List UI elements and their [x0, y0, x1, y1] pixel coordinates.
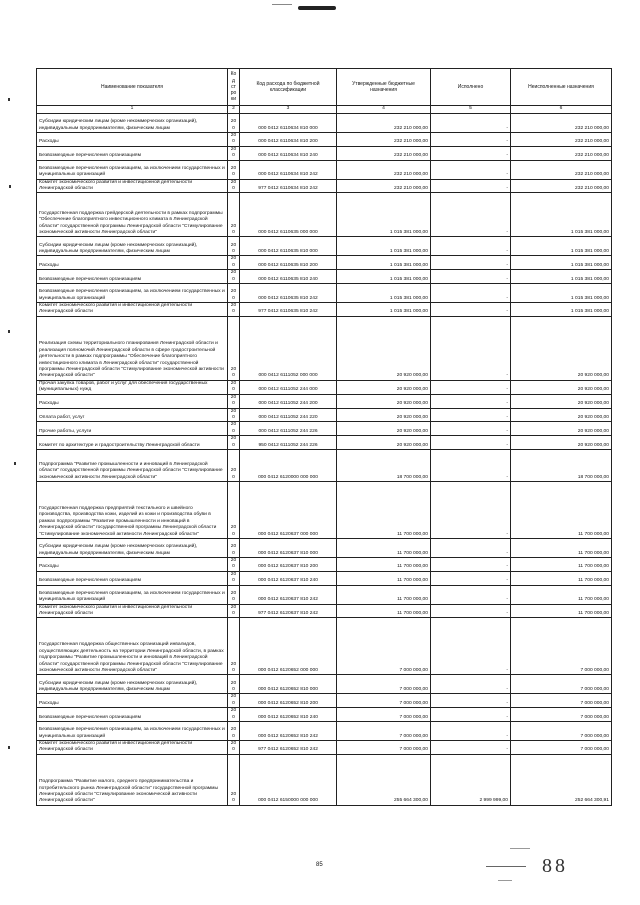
- row-budget-code: 000 0412 6111052 244 200: [240, 394, 337, 408]
- row-unexecuted-amount: 20 920 000,00: [511, 436, 612, 450]
- table-row: [37, 179, 612, 193]
- row-unexecuted-amount: 20 920 000,00: [511, 394, 612, 408]
- row-line-code: 200: [228, 618, 240, 675]
- table-row: [37, 284, 612, 303]
- row-budget-code: 000 0412 6110634 810 200: [240, 133, 337, 147]
- table-row: [37, 422, 612, 436]
- row-budget-code: 000 0412 6120652 000 000: [240, 618, 337, 675]
- table-row: [37, 604, 612, 618]
- row-line-code: 200: [228, 585, 240, 604]
- table-row: [37, 160, 612, 179]
- row-executed-amount: -: [431, 694, 511, 708]
- row-approved-amount: 1 015 381 000,00: [337, 303, 431, 317]
- row-budget-code: 000 0412 6120000 000 000: [240, 449, 337, 481]
- row-budget-code: 000 0412 6110634 810 240: [240, 146, 337, 160]
- row-executed-amount: 2 999 999,00: [431, 754, 511, 805]
- row-budget-code: 000 0412 6110635 810 200: [240, 256, 337, 270]
- row-indicator-name: Подпрограмма "Развитие малого, среднего предпринимательства и потребительского рынка Ленинградской области" государственной программы Ленинградской области "Стимулирование экономической активности Ленинградской области": [37, 754, 228, 805]
- table-row: [37, 303, 612, 317]
- row-indicator-name: Безвозмездные перечисления организациям: [37, 571, 228, 585]
- table-row: [37, 146, 612, 160]
- row-budget-code: 000 0412 6120637 810 242: [240, 585, 337, 604]
- row-indicator-name: Безвозмездные перечисления организациям: [37, 146, 228, 160]
- row-indicator-name: Безвозмездные перечисления организациям, за исключением государственных и муниципальных организаций: [37, 722, 228, 741]
- row-indicator-name: Безвозмездные перечисления организациям: [37, 708, 228, 722]
- row-approved-amount: 7 000 000,00: [337, 618, 431, 675]
- row-approved-amount: 20 920 000,00: [337, 408, 431, 422]
- row-executed-amount: -: [431, 316, 511, 380]
- row-line-code: 200: [228, 408, 240, 422]
- row-line-code: 200: [228, 284, 240, 303]
- row-executed-amount: -: [431, 284, 511, 303]
- row-unexecuted-amount: 18 700 000,00: [511, 449, 612, 481]
- row-line-code: 200: [228, 754, 240, 805]
- table-row: [37, 585, 612, 604]
- header-unexecuted: Неисполненные назначения: [511, 69, 612, 106]
- row-budget-code: 000 0412 6150000 000 000: [240, 754, 337, 805]
- sheet-stamp-number: 88: [542, 855, 568, 877]
- row-unexecuted-amount: 11 700 000,00: [511, 604, 612, 618]
- row-unexecuted-amount: 11 700 000,00: [511, 538, 612, 557]
- row-budget-code: 000 0412 6110635 000 000: [240, 193, 337, 237]
- row-indicator-name: Расходы: [37, 694, 228, 708]
- row-executed-amount: -: [431, 585, 511, 604]
- row-unexecuted-amount: 252 664 300,91: [511, 754, 612, 805]
- row-executed-amount: -: [431, 237, 511, 256]
- row-line-code: 200: [228, 538, 240, 557]
- row-unexecuted-amount: 7 000 000,00: [511, 708, 612, 722]
- row-indicator-name: Реализация схемы территориального планирования Ленинградской области и реализация полномочий Ленинградской области в сфере градостроительной деятельности в рамках подпрограммы "Обеспечение благоприятного инвестиционного климата в Ленинградской области" государственной программы Ленинградской области "Стимулирование экономической активности Ленинградской области": [37, 316, 228, 380]
- row-line-code: 200: [228, 708, 240, 722]
- row-line-code: 200: [228, 557, 240, 571]
- row-line-code: 200: [228, 179, 240, 193]
- row-executed-amount: -: [431, 741, 511, 755]
- page-number: 85: [316, 862, 323, 868]
- row-indicator-name: Субсидии юридическим лицам (кроме некоммерческих организаций), индивидуальным предпринимателям, физическим лицам: [37, 675, 228, 694]
- scan-dot: [14, 462, 16, 465]
- column-number-row: [37, 106, 612, 114]
- row-executed-amount: -: [431, 380, 511, 394]
- row-approved-amount: 20 920 000,00: [337, 436, 431, 450]
- row-indicator-name: Государственная поддержка общественных организаций инвалидов, осуществляющих деятельность на территории Ленинградской области, в рамках подпрограммы "Развитие промышленности и инноваций в Ленинградской области" государственной программы Ленинградской области "Стимулирование экономической активности Ленинградской области": [37, 618, 228, 675]
- row-unexecuted-amount: 1 015 381 000,00: [511, 193, 612, 237]
- scan-dot: [8, 98, 10, 101]
- row-approved-amount: 11 700 000,00: [337, 585, 431, 604]
- budget-execution-table: [36, 68, 612, 806]
- row-indicator-name: Прочая закупка товаров, работ и услуг для обеспечения государственных (муниципальных) нужд: [37, 380, 228, 394]
- table-row: [37, 394, 612, 408]
- table-row: [37, 408, 612, 422]
- row-budget-code: 000 0412 6111052 244 226: [240, 422, 337, 436]
- row-budget-code: 000 0412 6120637 810 000: [240, 538, 337, 557]
- row-approved-amount: 7 000 000,00: [337, 741, 431, 755]
- row-unexecuted-amount: 232 210 000,00: [511, 133, 612, 147]
- row-budget-code: 000 0412 6110634 810 242: [240, 160, 337, 179]
- table-row: [37, 114, 612, 133]
- row-approved-amount: 11 700 000,00: [337, 571, 431, 585]
- table-row: [37, 708, 612, 722]
- row-indicator-name: Безвозмездные перечисления организациям, за исключением государственных и муниципальных организаций: [37, 585, 228, 604]
- row-approved-amount: 7 000 000,00: [337, 694, 431, 708]
- row-executed-amount: -: [431, 481, 511, 538]
- row-executed-amount: -: [431, 408, 511, 422]
- table-row: [37, 316, 612, 380]
- row-approved-amount: 11 700 000,00: [337, 604, 431, 618]
- row-executed-amount: -: [431, 160, 511, 179]
- row-budget-code: 977 0412 6110635 810 242: [240, 303, 337, 317]
- row-executed-amount: -: [431, 394, 511, 408]
- header-approved: Утвержденные бюджетные назначения: [337, 69, 431, 106]
- column-number: 2: [228, 106, 240, 114]
- row-unexecuted-amount: 20 920 000,00: [511, 422, 612, 436]
- row-line-code: 200: [228, 694, 240, 708]
- row-budget-code: 000 0412 6120652 810 240: [240, 708, 337, 722]
- row-budget-code: 000 0412 6120637 810 200: [240, 557, 337, 571]
- scan-mark-dash: [272, 4, 292, 5]
- row-executed-amount: -: [431, 270, 511, 284]
- row-unexecuted-amount: 11 700 000,00: [511, 585, 612, 604]
- row-indicator-name: Комитет по архитектуре и градостроительству Ленинградской области: [37, 436, 228, 450]
- row-unexecuted-amount: 232 210 000,00: [511, 179, 612, 193]
- stamp-mark: [486, 866, 526, 867]
- row-budget-code: 000 0412 6120652 810 000: [240, 675, 337, 694]
- header-executed: Исполнено: [431, 69, 511, 106]
- row-executed-amount: -: [431, 722, 511, 741]
- row-approved-amount: 1 015 381 000,00: [337, 193, 431, 237]
- row-executed-amount: -: [431, 422, 511, 436]
- row-indicator-name: Государственная поддержка предприятий текстильного и швейного производства, производства кожи, изделий из кожи и производства обуви в рамках подпрограммы "Развитие промышленности и инноваций в Ленинградской области" государственной программы Ленинградской области "Стимулирование экономической активности Ленинградской области": [37, 481, 228, 538]
- row-unexecuted-amount: 7 000 000,00: [511, 675, 612, 694]
- row-line-code: 200: [228, 270, 240, 284]
- table-row: [37, 481, 612, 538]
- row-line-code: 200: [228, 114, 240, 133]
- row-executed-amount: -: [431, 256, 511, 270]
- row-indicator-name: Субсидии юридическим лицам (кроме некоммерческих организаций), индивидуальным предпринимателям, физическим лицам: [37, 114, 228, 133]
- row-executed-amount: -: [431, 538, 511, 557]
- row-indicator-name: Подпрограмма "Развитие промышленности и инноваций в Ленинградской области" государственной программы Ленинградской области "Стимулирование экономической активности Ленинградской области": [37, 449, 228, 481]
- row-indicator-name: Прочие работы, услуги: [37, 422, 228, 436]
- header-indicator-name: Наименование показателя: [37, 69, 228, 106]
- table-row: [37, 571, 612, 585]
- row-unexecuted-amount: 1 015 381 000,00: [511, 237, 612, 256]
- scan-dot: [8, 746, 10, 749]
- row-executed-amount: -: [431, 179, 511, 193]
- row-indicator-name: Субсидии юридическим лицам (кроме некоммерческих организаций), индивидуальным предпринимателям, физическим лицам: [37, 538, 228, 557]
- table-row: [37, 256, 612, 270]
- row-unexecuted-amount: 232 210 000,00: [511, 160, 612, 179]
- row-budget-code: 000 0412 6110635 810 240: [240, 270, 337, 284]
- row-indicator-name: Комитет экономического развития и инвестиционной деятельности Ленинградской области: [37, 604, 228, 618]
- row-line-code: 200: [228, 133, 240, 147]
- row-approved-amount: 232 210 000,00: [337, 133, 431, 147]
- row-unexecuted-amount: 11 700 000,00: [511, 571, 612, 585]
- row-executed-amount: -: [431, 618, 511, 675]
- row-line-code: 200: [228, 449, 240, 481]
- row-unexecuted-amount: 7 000 000,00: [511, 722, 612, 741]
- column-number: 3: [240, 106, 337, 114]
- row-indicator-name: Безвозмездные перечисления организациям, за исключением государственных и муниципальных организаций: [37, 160, 228, 179]
- row-line-code: 200: [228, 394, 240, 408]
- row-unexecuted-amount: 20 920 000,00: [511, 316, 612, 380]
- row-executed-amount: -: [431, 708, 511, 722]
- row-approved-amount: 1 015 381 000,00: [337, 237, 431, 256]
- row-line-code: 200: [228, 316, 240, 380]
- table-row: [37, 270, 612, 284]
- column-number: 5: [431, 106, 511, 114]
- stamp-mark: [510, 848, 530, 849]
- table-row: [37, 380, 612, 394]
- row-indicator-name: Субсидии юридическим лицам (кроме некоммерческих организаций), индивидуальным предпринимателям, физическим лицам: [37, 237, 228, 256]
- header-budget-code: Код расхода по бюджетной классификации: [240, 69, 337, 106]
- table-row: [37, 436, 612, 450]
- row-executed-amount: -: [431, 449, 511, 481]
- table-row: [37, 449, 612, 481]
- row-indicator-name: Безвозмездные перечисления организациям: [37, 270, 228, 284]
- row-line-code: 200: [228, 256, 240, 270]
- row-approved-amount: 20 920 000,00: [337, 380, 431, 394]
- table-row: [37, 133, 612, 147]
- row-unexecuted-amount: 1 015 381 000,00: [511, 270, 612, 284]
- row-budget-code: 000 0412 6120637 810 240: [240, 571, 337, 585]
- row-executed-amount: -: [431, 436, 511, 450]
- row-budget-code: 000 0412 6110634 810 000: [240, 114, 337, 133]
- column-number: 1: [37, 106, 228, 114]
- row-approved-amount: 232 210 000,00: [337, 160, 431, 179]
- table-row: [37, 538, 612, 557]
- stamp-mark: [498, 880, 512, 881]
- row-unexecuted-amount: 11 700 000,00: [511, 481, 612, 538]
- row-executed-amount: -: [431, 557, 511, 571]
- row-executed-amount: -: [431, 675, 511, 694]
- row-budget-code: 000 0412 6110635 810 242: [240, 284, 337, 303]
- row-line-code: 200: [228, 422, 240, 436]
- row-line-code: 200: [228, 571, 240, 585]
- row-executed-amount: -: [431, 133, 511, 147]
- row-unexecuted-amount: 20 920 000,00: [511, 408, 612, 422]
- row-executed-amount: -: [431, 146, 511, 160]
- table-row: [37, 722, 612, 741]
- row-budget-code: 977 0412 6110634 810 242: [240, 179, 337, 193]
- row-unexecuted-amount: 232 210 000,00: [511, 146, 612, 160]
- row-executed-amount: -: [431, 193, 511, 237]
- row-approved-amount: 1 015 381 000,00: [337, 256, 431, 270]
- row-budget-code: 000 0412 6111052 000 000: [240, 316, 337, 380]
- row-approved-amount: 20 920 000,00: [337, 422, 431, 436]
- row-approved-amount: 7 000 000,00: [337, 675, 431, 694]
- row-unexecuted-amount: 20 920 000,00: [511, 380, 612, 394]
- row-approved-amount: 11 700 000,00: [337, 538, 431, 557]
- row-line-code: 200: [228, 193, 240, 237]
- row-approved-amount: 20 920 000,00: [337, 394, 431, 408]
- row-line-code: 200: [228, 303, 240, 317]
- table-row: [37, 557, 612, 571]
- row-approved-amount: 11 700 000,00: [337, 557, 431, 571]
- row-executed-amount: -: [431, 303, 511, 317]
- row-indicator-name: Комитет экономического развития и инвестиционной деятельности Ленинградской области: [37, 179, 228, 193]
- row-budget-code: 000 0412 6111052 244 000: [240, 380, 337, 394]
- table-row: [37, 675, 612, 694]
- scan-mark: [298, 6, 336, 10]
- row-approved-amount: 255 664 300,00: [337, 754, 431, 805]
- row-budget-code: 000 0412 6120637 000 000: [240, 481, 337, 538]
- row-budget-code: 977 0412 6120637 810 242: [240, 604, 337, 618]
- row-approved-amount: 18 700 000,00: [337, 449, 431, 481]
- table-row: [37, 741, 612, 755]
- row-unexecuted-amount: 1 015 381 000,00: [511, 256, 612, 270]
- column-number: 6: [511, 106, 612, 114]
- row-unexecuted-amount: 1 015 381 000,00: [511, 284, 612, 303]
- row-line-code: 200: [228, 722, 240, 741]
- table-row: [37, 618, 612, 675]
- row-budget-code: 000 0412 6120652 810 242: [240, 722, 337, 741]
- row-indicator-name: Государственная поддержка грейдерской деятельности в рамках подпрограммы "Обеспечение благоприятного инвестиционного климата в Ленинградской области" государственной программы Ленинградской области "Стимулирование экономической активности Ленинградской области": [37, 193, 228, 237]
- row-unexecuted-amount: 7 000 000,00: [511, 618, 612, 675]
- row-line-code: 200: [228, 675, 240, 694]
- row-line-code: 200: [228, 237, 240, 256]
- table-row: [37, 694, 612, 708]
- row-line-code: 200: [228, 604, 240, 618]
- row-indicator-name: Комитет экономического развития и инвестиционной деятельности Ленинградской области: [37, 741, 228, 755]
- table-row: [37, 754, 612, 805]
- header-line-code: Код стро ки: [228, 69, 240, 106]
- row-executed-amount: -: [431, 114, 511, 133]
- table-row: [37, 237, 612, 256]
- row-indicator-name: Оплата работ, услуг: [37, 408, 228, 422]
- table-row: [37, 193, 612, 237]
- row-approved-amount: 7 000 000,00: [337, 708, 431, 722]
- row-indicator-name: Расходы: [37, 256, 228, 270]
- row-line-code: 200: [228, 146, 240, 160]
- row-line-code: 200: [228, 741, 240, 755]
- row-line-code: 200: [228, 380, 240, 394]
- row-budget-code: 000 0412 6111052 244 220: [240, 408, 337, 422]
- row-approved-amount: 11 700 000,00: [337, 481, 431, 538]
- row-approved-amount: 232 210 000,00: [337, 146, 431, 160]
- row-indicator-name: Безвозмездные перечисления организациям, за исключением государственных и муниципальных организаций: [37, 284, 228, 303]
- row-line-code: 200: [228, 436, 240, 450]
- row-budget-code: 000 0412 6110635 810 000: [240, 237, 337, 256]
- scan-dot: [8, 330, 10, 333]
- row-approved-amount: 1 015 381 000,00: [337, 284, 431, 303]
- column-number: 4: [337, 106, 431, 114]
- row-unexecuted-amount: 1 015 381 000,00: [511, 303, 612, 317]
- row-unexecuted-amount: 7 000 000,00: [511, 741, 612, 755]
- row-approved-amount: 7 000 000,00: [337, 722, 431, 741]
- table-header-row: [37, 69, 612, 106]
- row-budget-code: 000 0412 6120652 810 200: [240, 694, 337, 708]
- scan-dot: [9, 185, 11, 188]
- row-approved-amount: 232 210 000,00: [337, 179, 431, 193]
- row-budget-code: 950 0412 6111052 244 226: [240, 436, 337, 450]
- row-line-code: 200: [228, 160, 240, 179]
- row-approved-amount: 1 015 381 000,00: [337, 270, 431, 284]
- row-unexecuted-amount: 7 000 000,00: [511, 694, 612, 708]
- row-approved-amount: 232 210 000,00: [337, 114, 431, 133]
- row-indicator-name: Расходы: [37, 133, 228, 147]
- row-budget-code: 977 0412 6120652 810 242: [240, 741, 337, 755]
- row-unexecuted-amount: 11 700 000,00: [511, 557, 612, 571]
- row-executed-amount: -: [431, 571, 511, 585]
- row-indicator-name: Расходы: [37, 394, 228, 408]
- row-executed-amount: -: [431, 604, 511, 618]
- row-line-code: 200: [228, 481, 240, 538]
- row-indicator-name: Расходы: [37, 557, 228, 571]
- row-indicator-name: Комитет экономического развития и инвестиционной деятельности Ленинградской области: [37, 303, 228, 317]
- row-unexecuted-amount: 232 210 000,00: [511, 114, 612, 133]
- row-approved-amount: 20 920 000,00: [337, 316, 431, 380]
